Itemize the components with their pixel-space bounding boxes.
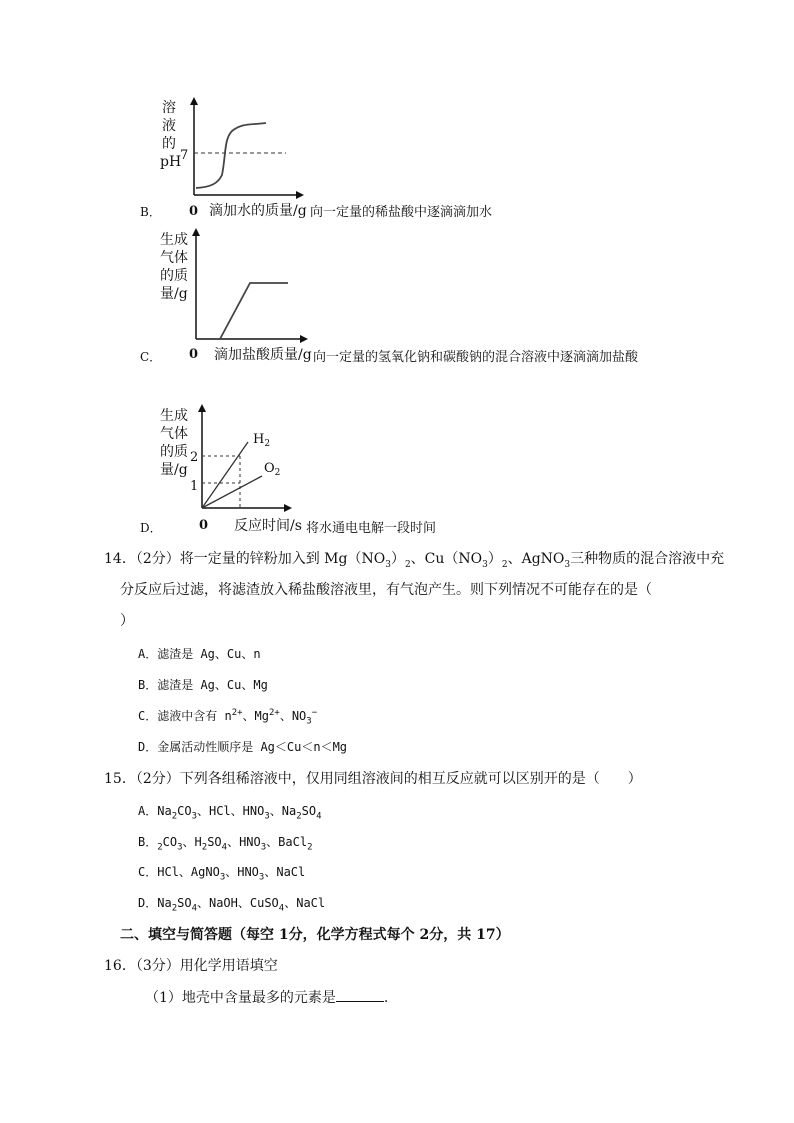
q14-stem: 14．（2分）将一定量的锌粉加入到 $Mg(NO_3)_2$、$Cu(NO_3)_2$、AgNO$_3$三种物质的混合溶液中充 bbox=[104, 551, 725, 570]
q14-option-b[interactable]: B．滤渣是 Ag、Cu、Mg bbox=[138, 678, 268, 692]
graph-c-origin: 0 bbox=[189, 347, 199, 362]
graph-b-letter: B． bbox=[140, 205, 161, 219]
graph-c-svg bbox=[130, 226, 690, 372]
graph-b bbox=[130, 95, 510, 225]
graph-c-y-arrow bbox=[192, 228, 200, 236]
graph-c-x-arrow bbox=[300, 335, 308, 343]
q16-item1-blank[interactable] bbox=[336, 987, 384, 1002]
q16-item1: （1）地壳中含量最多的元素是 . bbox=[145, 987, 388, 1008]
q15-option-b[interactable]: B．$_2CO_3$、$H_2SO_4$、$HNO_3$、BaCl$_2$ bbox=[138, 835, 313, 853]
graph-d-x-arrow bbox=[284, 504, 292, 512]
q14-stem-part2: 三种物质的混合溶液中充 bbox=[570, 551, 725, 567]
graph-d-ylabel-3: 的质 bbox=[160, 444, 188, 460]
q14-option-d[interactable]: D．金属活动性顺序是 Ag＜Cu＜n＜Mg bbox=[138, 740, 348, 754]
graph-b-ylabel-4: pH bbox=[160, 154, 182, 170]
graph-b-caption: 向一定量的稀盐酸中逐滴滴加水 bbox=[310, 205, 493, 220]
graph-d-tick-1: 1 bbox=[190, 479, 199, 494]
graph-c-xlabel: 滴加盐酸质量/g bbox=[214, 347, 312, 363]
graph-c-ylabel-2: 气体 bbox=[160, 250, 188, 266]
graph-b-xlabel: 滴加水的质量/g bbox=[209, 203, 307, 219]
graph-c-curve bbox=[220, 283, 288, 339]
graph-d-o2-line bbox=[202, 476, 262, 508]
graph-b-tick-7: 7 bbox=[180, 148, 189, 163]
graph-b-y-arrow bbox=[190, 97, 198, 105]
q14-line3: ） bbox=[120, 613, 134, 629]
graph-c-ylabel-3: 的质 bbox=[160, 268, 188, 284]
graph-d-y-arrow bbox=[198, 404, 206, 412]
q15-option-a-text: A．Na bbox=[138, 804, 172, 818]
graph-d-o2-label: $O_2$ bbox=[264, 461, 281, 478]
q14-line2: 分反应后过滤，将滤渣放入稀盐酸溶液里，有气泡产生。则下列情况不可能存在的是（ bbox=[120, 582, 652, 598]
q15-option-a[interactable]: A．$Na_2CO_3$、HCl、$HNO_3$、$Na_2SO_4$ bbox=[138, 804, 322, 822]
graph-d-svg bbox=[130, 400, 490, 540]
q14-option-c[interactable]: C．滤液中含有 $n^{2+}$、$Mg^{2+}$、$NO_3^-$ bbox=[138, 708, 318, 727]
graph-d-origin: 0 bbox=[199, 518, 209, 533]
q16-stem: 16．（3分）用化学用语填空 bbox=[104, 958, 278, 974]
graph-c-letter: C． bbox=[140, 350, 162, 364]
graph-d-h2-line bbox=[202, 442, 248, 508]
graph-b-svg bbox=[130, 95, 510, 225]
q14-stem-part1: 14．（2分）将一定量的锌粉加入到 Mg（NO bbox=[104, 551, 386, 567]
graph-b-ylabel-3: 的 bbox=[162, 136, 176, 152]
graph-d-ylabel-1: 生成 bbox=[160, 408, 188, 424]
graph-d-ylabel-2: 气体 bbox=[160, 426, 188, 442]
graph-b-ylabel-2: 液 bbox=[162, 118, 176, 134]
graph-c-caption: 向一定量的氢氧化钠和碳酸钠的混合溶液中逐滴滴加盐酸 bbox=[313, 350, 639, 365]
q15-option-c-text: C．HCl、AgNO bbox=[138, 865, 220, 879]
graph-b-ylabel-1: 溶 bbox=[162, 100, 176, 116]
q14-option-a[interactable]: A．滤渣是 Ag、Cu、n bbox=[138, 647, 261, 661]
graph-d-letter: D． bbox=[140, 521, 162, 535]
graph-b-x-arrow bbox=[296, 191, 304, 199]
graph-c-ylabel-1: 生成 bbox=[160, 232, 188, 248]
q15-option-b-text: B． bbox=[138, 835, 158, 849]
graph-c bbox=[130, 226, 690, 372]
q15-option-d-text: D．Na bbox=[138, 896, 172, 910]
graph-d-xlabel: 反应时间/s bbox=[234, 518, 302, 534]
q14-option-c-text: C．滤液中含有 n bbox=[138, 709, 232, 723]
section2-heading: 二、填空与简答题（每空 1分，化学方程式每个 2分，共 17） bbox=[120, 927, 510, 943]
graph-d-h2-label: $H_2$ bbox=[253, 432, 271, 449]
graph-d-ylabel-4: 量/g bbox=[160, 462, 188, 478]
graph-d-tick-2: 2 bbox=[190, 450, 199, 465]
graph-b-origin: 0 bbox=[189, 204, 199, 219]
q15-option-d[interactable]: D．$Na_2SO_4$、NaOH、CuSO$_4$、NaCl bbox=[138, 896, 326, 914]
graph-d bbox=[130, 400, 490, 540]
q15-option-c[interactable]: C．HCl、AgNO$_3$、$HNO_3$、NaCl bbox=[138, 865, 306, 883]
graph-d-caption: 将水通电电解一段时间 bbox=[306, 521, 437, 536]
graph-b-curve bbox=[196, 123, 266, 188]
q16-item1-text: （1）地壳中含量最多的元素是 bbox=[145, 990, 336, 1006]
q15-stem: 15．（2分）下列各组稀溶液中，仅用同组溶液间的相互反应就可以区别开的是（ ） bbox=[104, 771, 642, 787]
graph-c-ylabel-4: 量/g bbox=[160, 286, 188, 302]
